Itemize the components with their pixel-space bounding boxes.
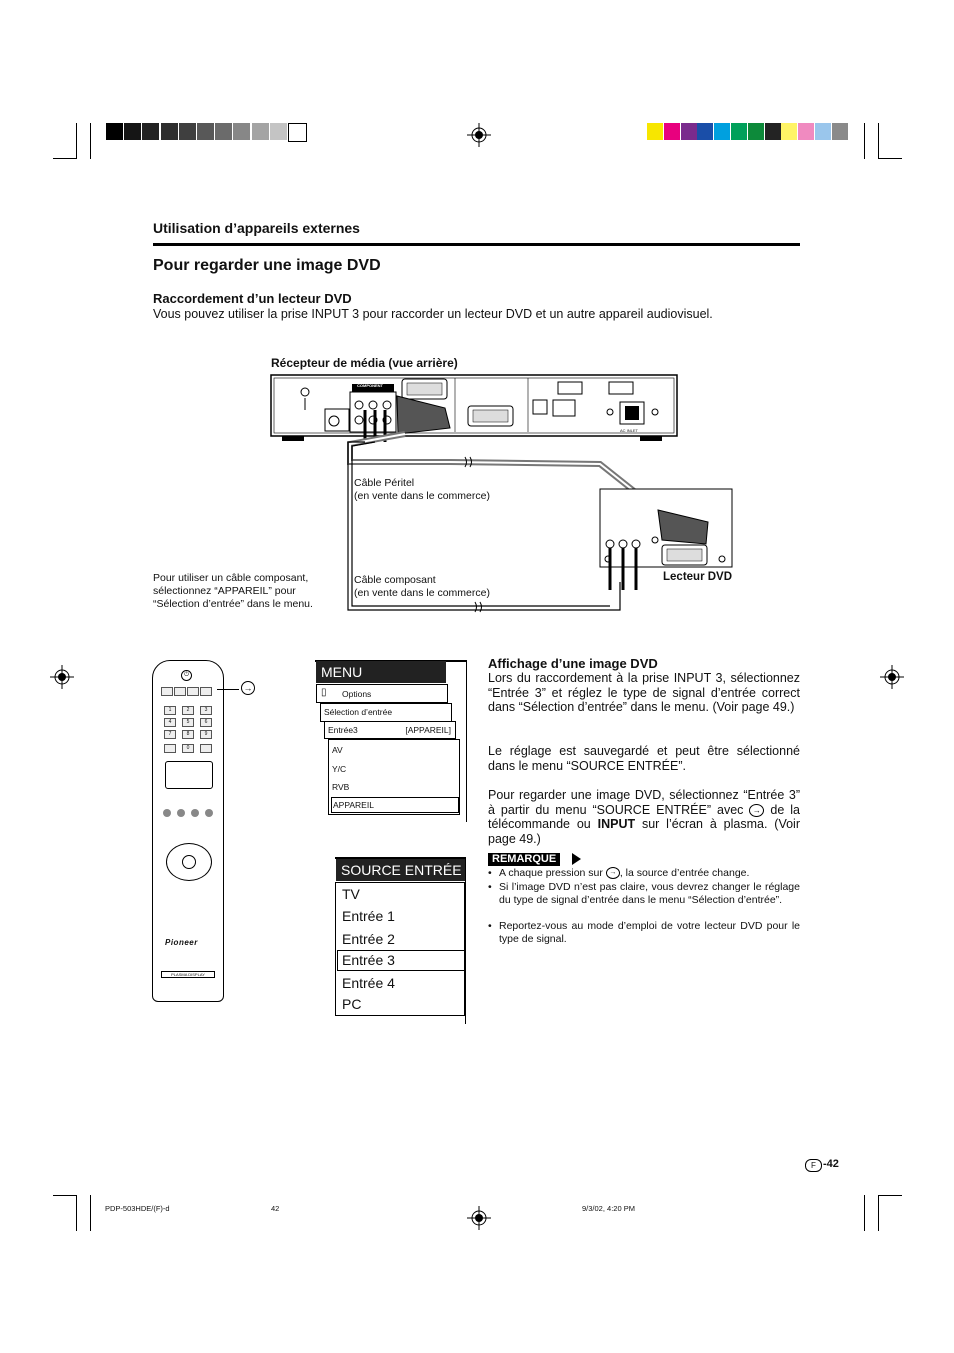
source-title: SOURCE ENTRÉE — [336, 859, 465, 881]
color-bar — [697, 123, 713, 140]
gray-bar — [142, 123, 159, 140]
source-item-entree2[interactable]: Entrée 2 — [342, 931, 395, 947]
crop-mark — [878, 158, 902, 159]
menu-selection-tab — [320, 703, 452, 722]
crop-mark — [878, 1195, 902, 1196]
registration-target-icon — [880, 665, 904, 689]
display-p3b: de la télécommande ou — [488, 802, 800, 831]
source-item-entree3[interactable]: Entrée 3 — [342, 952, 395, 968]
display-p1: Lors du raccordement à la prise INPUT 3, sélectionnez “Entrée 3” et réglez le type de signal d’entrée correct dans “Sélection d’entrée” dans le menu. (Voir page 49.) — [488, 671, 800, 714]
crop-mark — [53, 1195, 77, 1196]
crop-mark — [76, 1195, 77, 1231]
crop-mark — [864, 123, 865, 159]
color-bar — [765, 123, 781, 140]
crop-mark — [90, 1195, 91, 1231]
color-bar — [647, 123, 663, 140]
remote-brand: Pioneer — [165, 938, 198, 947]
dpad — [166, 843, 212, 881]
remarque-bullet-text: , la source d’entrée change. — [619, 867, 750, 879]
page-number: -42 — [823, 1158, 839, 1170]
key-1: 1 — [164, 706, 176, 715]
section-rule — [153, 243, 800, 246]
color-bar — [832, 123, 848, 140]
component-cable-label: Câble composant (en vente dans le commerce) — [354, 574, 490, 599]
remarque-bullet: • Reportez-vous au mode d’emploi de votre lecteur DVD pour le type de signal. — [488, 920, 800, 945]
color-bar — [815, 123, 831, 140]
receiver-label: Récepteur de média (vue arrière) — [271, 356, 458, 370]
remote-control — [152, 660, 224, 1002]
component-panel-label: COMPONENT — [357, 383, 383, 388]
power-icon: ⏻ — [181, 670, 192, 681]
crop-mark — [90, 123, 91, 159]
display-heading: Affichage d’une image DVD — [488, 656, 658, 671]
gray-bar — [252, 123, 269, 140]
remarque-label: REMARQUE — [488, 853, 560, 866]
remarque-bullet-text: Si l’image DVD n’est pas claire, vous devrez changer le réglage du type de signal d’entrée dans le menu “Sélection d’entrée”. — [499, 881, 800, 906]
menu-options-tab — [316, 684, 448, 703]
menu-signal-list — [328, 739, 460, 815]
gray-bar — [161, 123, 178, 140]
gray-bar — [106, 123, 123, 140]
key-6: 6 — [200, 718, 212, 727]
key-3: 3 — [200, 706, 212, 715]
remarque-bullet: • Si l’image DVD n’est pas claire, vous devrez changer le réglage du type de signal d’entrée dans le menu “Sélection d’entrée”. — [488, 881, 800, 906]
menu-input-label: Entrée3 — [328, 725, 358, 735]
color-bar — [781, 123, 797, 140]
source-item-entree1[interactable]: Entrée 1 — [342, 908, 395, 924]
color-bar — [681, 123, 697, 140]
gray-bar — [288, 123, 307, 142]
menu-options-label: Options — [342, 689, 372, 699]
source-item-pc[interactable]: PC — [342, 996, 362, 1012]
remarque-bullet: • A chaque pression sur → , la source d’entrée change. — [488, 867, 750, 879]
footer-file: PDP-503HDE/(F)-d — [105, 1204, 170, 1213]
remarque-arrow-icon — [572, 853, 581, 865]
input-button-icon: → — [749, 804, 764, 817]
remarque-bullet-text: Reportez-vous au mode d’emploi de votre lecteur DVD pour le type de signal. — [499, 920, 800, 945]
remote-model-label: PLASMA DISPLAY — [161, 971, 215, 978]
display-p2: Le réglage est sauvegardé et peut être sélectionné dans le menu “SOURCE ENTRÉE”. — [488, 744, 800, 773]
crop-mark — [878, 123, 879, 159]
menu-item-av[interactable]: AV — [332, 745, 343, 755]
gray-bar — [270, 123, 287, 140]
display-p3a: Pour regarder une image DVD, sélectionnez “Entrée 3” à partir du menu “SOURCE ENTRÉE” avec — [488, 788, 800, 817]
color-bar — [714, 123, 730, 140]
menu-item-appareil: APPAREIL — [333, 800, 374, 810]
footer-page: 42 — [271, 1204, 280, 1213]
menu-input-row — [324, 721, 456, 739]
input-button-icon: → — [606, 867, 620, 879]
volume-rocker — [165, 761, 213, 789]
input-arrow-callout — [217, 689, 239, 690]
menu-item-rvb[interactable]: RVB — [332, 782, 350, 792]
page-letter-badge: F — [805, 1159, 822, 1172]
registration-target-icon — [50, 665, 74, 689]
source-item-entree4[interactable]: Entrée 4 — [342, 975, 395, 991]
connection-heading: Raccordement d’un lecteur DVD — [153, 291, 352, 306]
registration-target-icon — [467, 123, 491, 147]
display-p3c: sur l’écran à plasma. (Voir page 49.) — [488, 817, 800, 846]
menu-item-yc[interactable]: Y/C — [332, 764, 347, 774]
remarque-bullet-text: A chaque pression sur — [499, 867, 603, 879]
ac-inlet-label: AC INLET — [620, 428, 639, 433]
connection-text: Vous pouvez utiliser la prise INPUT 3 pour raccorder un lecteur DVD et un autre appareil audiovisuel. — [153, 307, 713, 321]
input-buttons — [161, 687, 215, 695]
gray-bar — [233, 123, 250, 140]
menu-input-value: [APPAREIL] — [405, 725, 451, 735]
crop-mark — [878, 1195, 879, 1231]
crop-mark — [76, 123, 77, 159]
color-buttons — [163, 809, 213, 819]
footer-date: 9/3/02, 4:20 PM — [582, 1204, 635, 1213]
key-2: 2 — [182, 706, 194, 715]
key-b — [200, 744, 212, 753]
display-p3-bold: INPUT — [597, 817, 636, 831]
options-icon: ▯ — [321, 687, 327, 698]
display-p3 — [488, 788, 800, 846]
gray-bar — [124, 123, 141, 140]
color-bar — [798, 123, 814, 140]
key-5: 5 — [182, 718, 194, 727]
registration-target-icon — [467, 1206, 491, 1230]
menu-selection-label: Sélection d’entrée — [324, 707, 393, 717]
crop-mark — [864, 1195, 865, 1231]
crop-mark — [53, 158, 77, 159]
key-a — [164, 744, 176, 753]
gray-bar — [179, 123, 196, 140]
menu-item-appareil-highlight[interactable] — [331, 797, 459, 813]
source-item-tv[interactable]: TV — [342, 886, 360, 902]
scart-cable-label: Câble Péritel (en vente dans le commerce) — [354, 477, 490, 502]
dvd-label: Lecteur DVD — [663, 571, 733, 583]
page-title: Pour regarder une image DVD — [153, 257, 381, 274]
menu-title: MENU — [316, 661, 446, 683]
gray-bar — [215, 123, 232, 140]
key-7: 7 — [164, 730, 176, 739]
color-bar — [748, 123, 764, 140]
key-8: 8 — [182, 730, 194, 739]
component-note: Pour utiliser un câble composant, sélectionnez “APPAREIL” pour “Sélection d’entrée” dans le menu. — [153, 572, 313, 610]
input-arrow-icon: → — [241, 681, 255, 695]
color-bar — [664, 123, 680, 140]
key-0: 0 — [182, 744, 194, 753]
gray-bar — [197, 123, 214, 140]
key-9: 9 — [200, 730, 212, 739]
color-bar — [731, 123, 747, 140]
section-title: Utilisation d’appareils externes — [153, 220, 360, 236]
key-4: 4 — [164, 718, 176, 727]
